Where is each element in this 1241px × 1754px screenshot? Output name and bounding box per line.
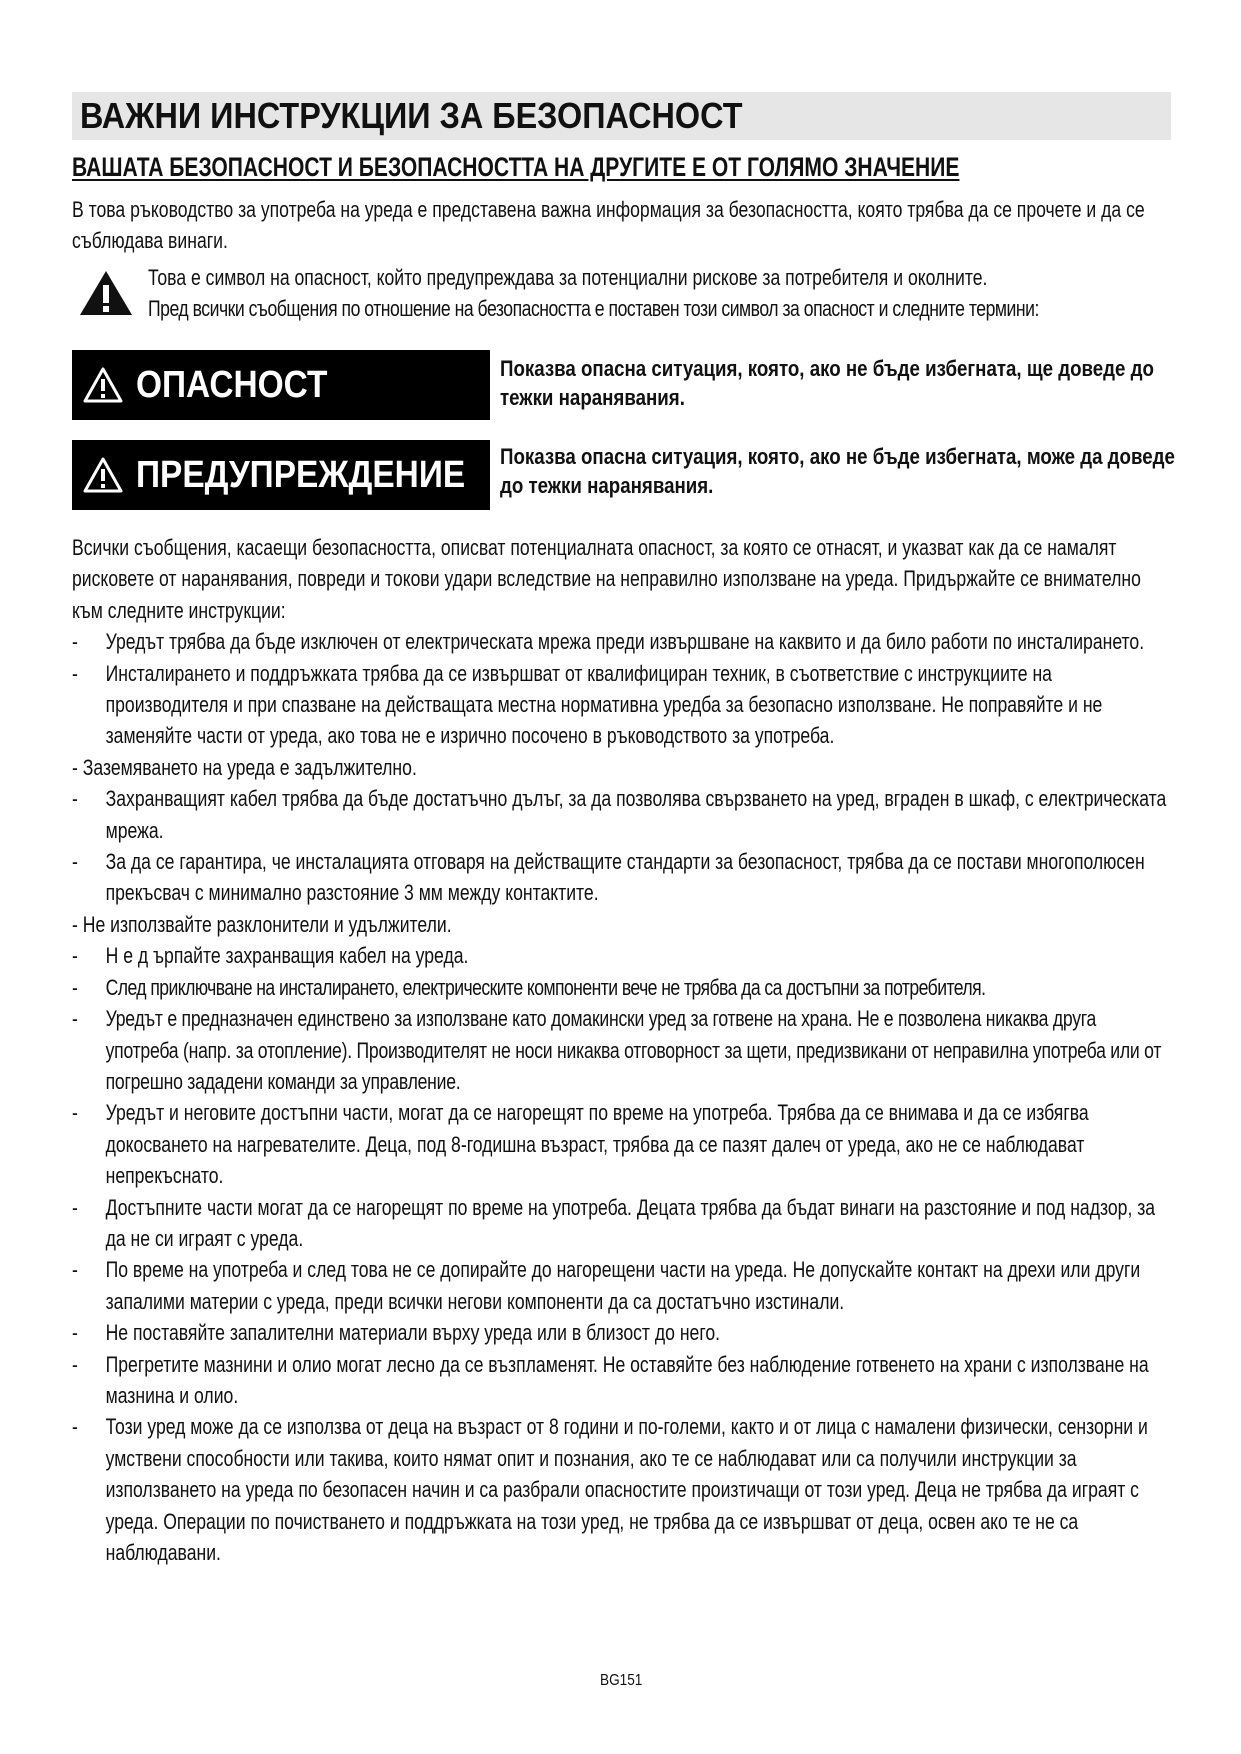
warning-warning-icon bbox=[82, 456, 124, 494]
signal-warning bbox=[72, 440, 490, 510]
intro-paragraph: В това ръководство за употреба на уреда е представена важна информация за безопасността, която трябва да се прочете и да се съблюдава винаги. bbox=[72, 197, 1145, 253]
body-intro: Всички съобщения, касаещи безопасността, описват потенциалната опасност, за която се отнасят, и указват как да се намалят рисковете от наранявания, повреди и токови удари вследствие на неправилно използване на уреда. Придържайте се внимателно към следните инструкции: bbox=[72, 535, 1141, 623]
symbol-notice-line1: Това е символ на опасност, който предупреждава за потенциални рискове за потребителя и околните. bbox=[148, 265, 988, 290]
list-item: - Достъпните части могат да се нагорещят по време на употреба. Децата трябва да бъдат винаги на разстояние и под надзор, за да не си играят с уреда. bbox=[72, 1194, 1156, 1251]
list-item: - Н е д ърпайте захранващия кабел на уреда. bbox=[72, 943, 469, 969]
page-title: ВАЖНИ ИНСТРУКЦИИ ЗА БЕЗОПАСНОСТ bbox=[80, 95, 743, 136]
section-subtitle: ВАШАТА БЕЗОПАСНОСТ И БЕЗОПАСНОСТТА НА ДРУГИТЕ Е ОТ ГОЛЯМО ЗНАЧЕНИЕ bbox=[72, 152, 960, 182]
signal-desc-danger: Показва опасна ситуация, която, ако не бъде избегната, ще доведе до тежки наранявания. bbox=[500, 356, 1154, 410]
list-item: - След приключване на инсталирането, електрическите компоненти вече не трябва да са достъпни за потребителя. bbox=[72, 974, 986, 1000]
symbol-notice bbox=[148, 262, 1164, 324]
list-item: - Захранващият кабел трябва да бъде достатъчно дълъг, за да позволява свързването на уред, вграден в шкаф, с електрическата мрежа. bbox=[72, 786, 1167, 843]
safety-instructions bbox=[72, 532, 1172, 1568]
list-item: - Прегретите мазнини и олио могат лесно да се възпламенят. Не оставяйте без наблюдение готвенето на храни с използване на мазнина и олио. bbox=[72, 1351, 1149, 1408]
warning-triangle-icon bbox=[78, 268, 134, 318]
list-item: - Уредът и неговите достъпни части, могат да се нагорещят по време на употреба. Трябва да се внимава и да се избягва докосването на нагревателите. Деца, под 8-годишна възраст, трябва да се пазят далеч от уреда, ако не се наблюдават непрекъснато. bbox=[72, 1100, 1089, 1189]
danger-warning-icon bbox=[82, 366, 124, 404]
page-code: BG151 bbox=[600, 1672, 643, 1689]
list-item: - Инсталирането и поддръжката трябва да се извършват от квалифициран техник, в съответствие с инструкциите на производителя и при спазване на действащата местна нормативна уредба за безопасно използване. Не поправяйте и не заменяйте части от уреда, ако това не е изрично посочено в ръководството за употреба. bbox=[72, 660, 1103, 749]
signal-word-warning: ПРЕДУПРЕЖДЕНИЕ bbox=[136, 453, 466, 496]
list-item: - Този уред може да се използва от деца на възраст от 8 години и по-големи, както и от лица с намалени физически, сензорни и умствени способности или такива, които нямат опит и познания, ако те се наблюдават или са получили инструкции за използването на уреда по безопасен начин и са разбрали опасностите произтичащи от този уред. Деца не трябва да играят с уреда. Операции по почистването и поддръжката на този уред, не трябва да се извършват от деца, освен ако те не са наблюдавани. bbox=[72, 1414, 1148, 1565]
signal-desc-warning: Показва опасна ситуация, която, ако не бъде избегната, може да доведе до тежки наранявания. bbox=[500, 444, 1175, 498]
list-item: - По време на употреба и след това не се допирайте до нагорещени части на уреда. Не допускайте контакт на дрехи или други запалими материи с уреда, преди всички негови компоненти да са достатъчно изстинали. bbox=[72, 1257, 1141, 1314]
list-item: - Не поставяйте запалителни материали върху уреда или в близост до него. bbox=[72, 1320, 721, 1346]
signal-danger bbox=[72, 350, 490, 420]
list-item: - Уредът е предназначен единствено за използване като домакински уред за готвене на храна. Не е позволена никаква друга употреба (напр. за отопление). Производителят не носи никаква отговорност за щети, предизвикани от неправилна употреба или от погрешно зададени команди за управление. bbox=[72, 1006, 1162, 1094]
signal-word-danger: ОПАСНОСТ bbox=[136, 363, 328, 406]
symbol-notice-line2: Пред всички съобщения по отношение на безопасността е поставен този символ за опасност и следните термини: bbox=[148, 296, 1039, 321]
list-item: - Заземяването на уреда е задължително. bbox=[72, 754, 417, 780]
list-item: - Уредът трябва да бъде изключен от електрическата мрежа преди извършване на каквито и да било работи по инсталирането. bbox=[72, 629, 1145, 655]
list-item: - Не използвайте разклонители и удължители. bbox=[72, 911, 452, 937]
instruction-list bbox=[72, 626, 1172, 1568]
list-item: - За да се гарантира, че инсталацията отговаря на действащите стандарти за безопасност, трябва да се постави многополюсен прекъсвач с минимално разстояние 3 мм между контактите. bbox=[72, 849, 1145, 906]
